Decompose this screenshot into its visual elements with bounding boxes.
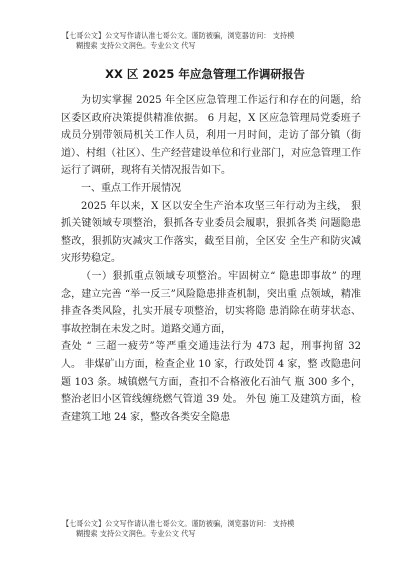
document-body bbox=[61, 92, 361, 426]
intro-paragraph: 为切实掌握 2025 年全区应急管理工作运行和存在的问题，给区委区政府决策提供精准依据。 6 月起，X 区应急管理局党委班子成员分别带领局机关工作人员，利用一月时间，走访了部分镇（街道）、村组（社区）、生产经营建设单位和行业部门，对应急管理工作运行了调研，现将有关情况报告如下。 bbox=[61, 95, 361, 177]
footer-notice-line1: 【七哥公文】公文写作请认准七哥公文。谨防被骗，浏览器访问： 支持模 bbox=[62, 519, 295, 528]
section-heading: 一、重点工作开展情况 bbox=[81, 182, 181, 194]
footer-notice-line2: 糊搜索 支持公文润色。专业公文 代写 bbox=[76, 529, 196, 538]
header-notice bbox=[62, 31, 362, 51]
results-paragraph: 查处 “ 三超一疲劳”等严重交通违法行为 473 起，刑事拘留 32 人。 非煤矿山方面，检查企业 10 家，行政处罚 4 家，整 改隐患问题 103 条。城镇燃气方面，查扣不合格液化石油气 瓶 300 多个，整治老旧小区管线缠绕燃气管道 39 处。 外包 施工及建筑方面，检查建筑工地 24 家，整改各类安全隐患 bbox=[61, 341, 361, 423]
header-notice-line1: 【七哥公文】公文写作请认准七哥公文。谨防被骗，浏览器访问： 支持模 bbox=[62, 31, 295, 40]
document-title: XX 区 2025 年应急管理工作调研报告 bbox=[105, 67, 305, 81]
overview-paragraph: 2025 年以来，X 区以安全生产治本攻坚三年行动为主线， 狠抓关键领域专项整治，狠抓各专业委员会履职，狠抓各类 问题隐患整改，狠抓防灾减灾工作落实，截至目前，全区安 全生产和防灾减灾形势稳定。 bbox=[61, 200, 361, 265]
special-rectification-paragraph: （一）狠抓重点领域专项整治。牢固树立“ 隐患即事故” 的理念，建立完善 “举一反三”风险隐患排查机制，突出重 点领域，精准排查各类风险，扎实开展专项整治，切实将隐 患消除在萌芽状态、事故控制在未发之时。道路交通方面， bbox=[61, 270, 361, 335]
header-notice-line2: 糊搜索 支持公文润色。专业公文 代写 bbox=[76, 41, 196, 50]
footer-notice bbox=[62, 519, 362, 539]
